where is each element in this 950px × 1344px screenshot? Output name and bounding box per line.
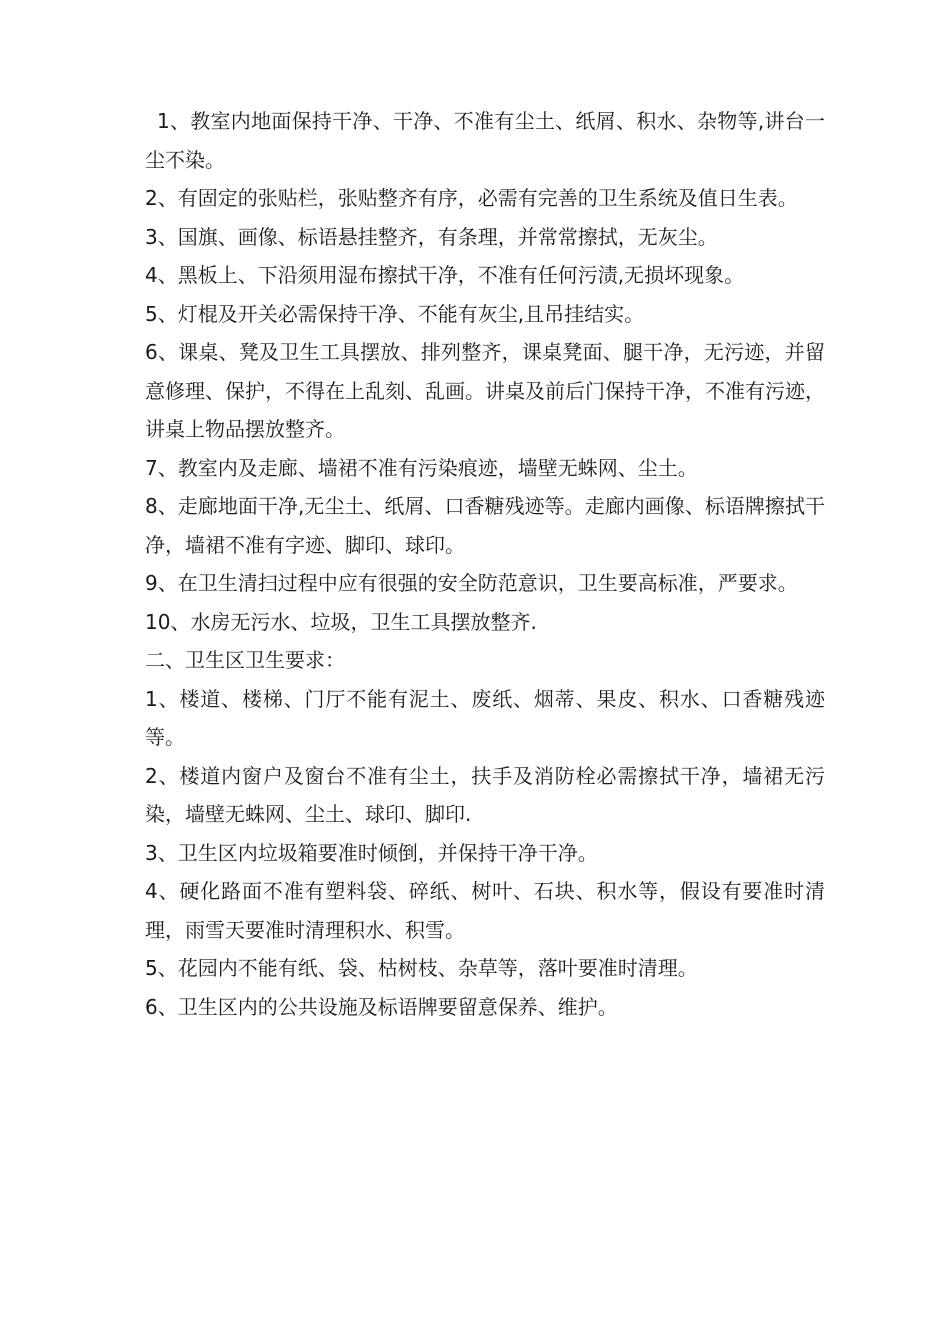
paragraph-3: 3、国旗、画像、标语悬挂整齐，有条理，并常常擦拭，无灰尘。 <box>145 224 718 249</box>
paragraph-8: 8、走廊地面干净,无尘土、纸屑、口香糖残迹等。走廊内画像、标语牌擦拭干净，墙裙不准有字迹、脚印、球印。 <box>145 494 825 557</box>
paragraph-7: 7、教室内及走廊、墙裙不准有污染痕迹，墙壁无蛛网、尘土。 <box>145 455 698 480</box>
paragraph-9: 9、在卫生清扫过程中应有很强的安全防范意识，卫生要高标准，严要求。 <box>145 571 798 595</box>
paragraph-5: 5、灯棍及开关必需保持干净、不能有灰尘,且吊挂结实。 <box>145 301 645 326</box>
paragraph-4: 4、黑板上、下沿须用湿布擦拭干净，不准有任何污渍,无损坏现象。 <box>145 263 745 287</box>
paragraph-15: 5、花园内不能有纸、袋、枯树枝、杂草等，落叶要准时清理。 <box>145 956 698 980</box>
paragraph-11: 1、楼道、楼梯、门厅不能有泥土、废纸、烟蒂、果皮、积水、口香糖残迹等。 <box>145 686 825 749</box>
document-body <box>145 102 825 1026</box>
paragraph-2: 2、有固定的张贴栏，张贴整齐有序，必需有完善的卫生系统及值日生表。 <box>145 186 798 210</box>
paragraph-13: 3、卫生区内垃圾箱要准时倾倒，并保持干净干净。 <box>145 840 598 865</box>
paragraph-6: 6、课桌、凳及卫生工具摆放、排列整齐，课桌凳面、腿干净，无污迹，并留意修理、保护，不得在上乱刻、乱画。讲桌及前后门保持干净，不准有污迹，讲桌上物品摆放整齐。 <box>145 340 825 441</box>
paragraph-1: 1、教室内地面保持干净、干净、不准有尘土、纸屑、积水、杂物等,讲台一尘不染。 <box>145 109 825 172</box>
paragraph-14: 4、硬化路面不准有塑料袋、碎纸、树叶、石块、积水等，假设有要准时清理，雨雪天要准时清理积水、积雪。 <box>145 879 825 942</box>
paragraph-12: 2、楼道内窗户及窗台不准有尘土，扶手及消防栓必需擦拭干净，墙裙无污染，墙壁无蛛网、尘土、球印、脚印. <box>145 763 825 826</box>
paragraph-10: 10、水房无污水、垃圾，卫生工具摆放整齐. <box>145 609 537 634</box>
paragraph-16: 6、卫生区内的公共设施及标语牌要留意保养、维护。 <box>145 994 618 1019</box>
section-heading: 二、卫生区卫生要求： <box>145 648 345 672</box>
